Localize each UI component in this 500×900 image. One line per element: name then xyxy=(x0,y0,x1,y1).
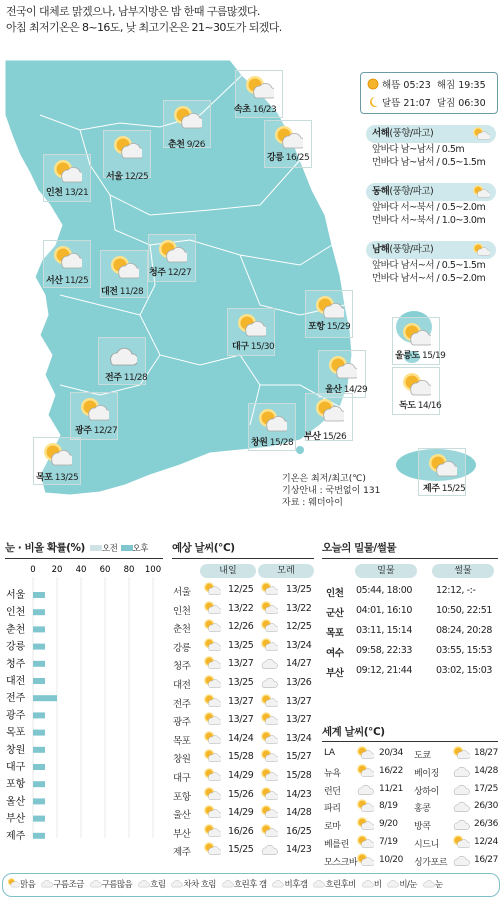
forecast-tomorrow-temp: 15/26 xyxy=(228,788,254,800)
sun-cloud-icon xyxy=(42,441,72,467)
precip-tick-label: 80 xyxy=(123,565,135,575)
sea-south: 남해(풍향/파고) 앞바다 남서~서 / 0.5~1.5m 먼바다 남서~서 / 0.5~2.0m xyxy=(366,241,496,285)
forecast-title: 예상 날씨(℃) xyxy=(172,542,235,554)
legend-item xyxy=(361,877,382,890)
forecast-col-tomorrow: 내일 xyxy=(200,564,256,578)
city-ulleungdo[interactable]: 울릉도 15/19 xyxy=(392,317,440,365)
headline-line-2: 아침 최저기온은 8~16도, 낮 최고기온은 21~30도가 되겠다. xyxy=(6,21,282,34)
precip-tick-label: 20 xyxy=(51,565,63,575)
sun-cloud-icon xyxy=(401,371,431,397)
sea-west: 서해(풍향/파고) 앞바다 남~남서 / 0.5m 먼바다 남~남서 / 0.5~1.5m xyxy=(366,125,496,169)
legend-item xyxy=(170,877,216,890)
tide-col-low: 썰물 xyxy=(432,564,494,578)
weather-icon xyxy=(452,852,470,871)
tide-high-times: 05:44, 18:00 xyxy=(356,585,412,596)
forecast-dayafter-temp: 13/26 xyxy=(286,677,312,688)
world-temp: 26/36 xyxy=(474,819,498,830)
precip-chart xyxy=(0,560,165,870)
sun-moon-box: 해뜸 05:23 해짐 19:35 달뜸 21:07 달짐 06:30 xyxy=(360,72,498,114)
city-mokpo[interactable]: 목포 13/25 xyxy=(33,437,81,485)
sun-cloud-icon xyxy=(257,407,287,433)
sun-cloud-icon xyxy=(260,823,278,842)
tide-low-times: 08:24, 20:28 xyxy=(436,625,492,636)
world-temp: 10/20 xyxy=(379,854,403,865)
world-city: 방콕 xyxy=(414,822,431,833)
sun-cloud-icon xyxy=(244,74,274,100)
forecast-city: 청주 xyxy=(173,661,191,673)
precip-city-label: 광주 xyxy=(6,710,26,722)
world-temp: 14/28 xyxy=(474,765,498,776)
precip-city-label: 청주 xyxy=(6,658,26,670)
sun-cloud-icon xyxy=(203,618,221,637)
legend-item xyxy=(137,877,165,890)
sun-cloud-icon xyxy=(203,600,221,619)
forecast-city: 목포 xyxy=(173,735,191,747)
forecast-city: 춘천 xyxy=(173,624,191,636)
precip-city-label: 목포 xyxy=(6,727,26,739)
precip-bar-pm xyxy=(33,678,45,684)
forecast-tomorrow-temp: 13/27 xyxy=(228,695,254,707)
cloud-icon xyxy=(107,341,137,367)
precip-tick-label: 0 xyxy=(30,565,36,575)
forecast-city: 제주 xyxy=(173,847,191,859)
precip-section xyxy=(5,540,163,555)
city-ulsan[interactable]: 울산 14/29 xyxy=(318,350,366,398)
sun-cloud-icon xyxy=(172,104,202,130)
sun-cloud-icon xyxy=(52,158,82,184)
world-city: 런던 xyxy=(324,786,341,797)
sun-icon xyxy=(367,78,379,90)
forecast-dayafter-temp: 14/27 xyxy=(286,658,312,670)
precip-city-label: 부산 xyxy=(6,813,26,825)
sun-cloud-icon xyxy=(314,294,344,320)
forecast-dayafter-temp: 15/28 xyxy=(286,770,312,781)
weather-icon xyxy=(356,745,374,764)
tide-place: 군산 xyxy=(326,608,344,619)
sun-cloud-icon xyxy=(79,396,109,422)
city-dokdo[interactable]: 독도 14/16 xyxy=(392,367,440,415)
tide-place: 인천 xyxy=(326,588,344,599)
sun-cloud-icon xyxy=(314,397,344,423)
legend-item xyxy=(386,877,417,890)
sun-cloud-icon xyxy=(472,242,490,258)
world-city: 상하이 xyxy=(414,786,439,797)
weather-icon xyxy=(356,816,374,835)
sun-cloud-icon xyxy=(236,312,266,338)
sun-cloud-icon xyxy=(203,786,221,805)
precip-city-label: 대전 xyxy=(6,676,26,687)
legend-label: 구름조금 xyxy=(53,880,84,890)
headline xyxy=(6,4,282,36)
world-temp: 16/27 xyxy=(474,854,498,865)
forecast-tomorrow-temp: 12/25 xyxy=(228,584,254,595)
tide-place: 여수 xyxy=(326,648,344,659)
city-gwangju[interactable]: 광주 12/27 xyxy=(70,392,118,440)
weather-icon xyxy=(452,763,470,782)
precip-bar-pm xyxy=(33,626,45,632)
world-city: LA xyxy=(324,748,335,758)
moon-icon xyxy=(367,96,379,108)
tide-high-times: 03:11, 15:14 xyxy=(356,625,412,636)
forecast-dayafter-temp: 13/24 xyxy=(286,732,312,744)
precip-bar-pm xyxy=(33,747,45,753)
legend-item xyxy=(89,877,132,890)
weather-icon xyxy=(356,798,374,817)
tide-high-times: 09:58, 22:33 xyxy=(356,645,412,656)
forecast-tomorrow-temp: 14/29 xyxy=(228,770,254,781)
forecast-tomorrow-temp: 14/24 xyxy=(228,732,254,744)
forecast-dayafter-temp: 13/24 xyxy=(286,639,312,651)
forecast-dayafter-temp: 12/25 xyxy=(286,621,312,633)
precip-tick-label: 40 xyxy=(75,565,87,575)
tide-low-times: 10:50, 22:51 xyxy=(436,605,492,616)
sun-cloud-icon xyxy=(109,254,139,280)
world-city: 모스크바 xyxy=(324,857,358,868)
precip-bar-pm xyxy=(33,695,57,701)
world-city: 도쿄 xyxy=(414,751,431,761)
forecast-dayafter-temp: 14/28 xyxy=(286,807,312,819)
precip-city-label: 전주 xyxy=(6,693,26,705)
map-note: 기온은 최저/최고(℃) 기상안내 : 국번없이 131 자료 : 웨더아이 xyxy=(282,474,381,508)
world-temp: 12/24 xyxy=(474,837,498,847)
legend-label: 흐린후 갬 xyxy=(233,880,267,890)
sun-cloud-icon xyxy=(157,238,187,264)
forecast-dayafter-temp: 15/27 xyxy=(286,751,312,763)
sun-cloud-icon xyxy=(203,841,221,860)
sun-cloud-icon xyxy=(112,134,142,160)
forecast-dayafter-temp: 13/22 xyxy=(286,602,312,614)
sun-cloud-icon xyxy=(427,452,457,478)
world-temp: 11/21 xyxy=(379,783,403,794)
precip-city-label: 서울 xyxy=(6,590,26,601)
forecast-city: 대전 xyxy=(173,680,191,691)
legend-label: 비후갬 xyxy=(284,880,308,890)
sun-cloud-icon xyxy=(203,581,221,600)
weather-icon xyxy=(452,798,470,817)
forecast-dayafter-temp: 13/25 xyxy=(286,584,312,595)
precip-city-label: 강릉 xyxy=(6,641,26,653)
cloud-icon xyxy=(260,841,278,860)
precip-city-label: 대구 xyxy=(6,762,26,773)
world-city: 베를린 xyxy=(324,840,349,850)
precip-bar-pm xyxy=(33,833,45,839)
precip-tick-label: 60 xyxy=(99,565,111,575)
legend-label: 맑음 xyxy=(20,880,36,890)
precip-city-label: 창원 xyxy=(6,744,26,756)
sun-cloud-icon xyxy=(260,767,278,786)
sun-cloud-icon xyxy=(260,618,278,637)
cloud-icon xyxy=(260,674,278,693)
sun-cloud-icon xyxy=(203,711,221,730)
forecast-tomorrow-temp: 16/26 xyxy=(228,825,254,837)
tide-high-times: 09:12, 21:44 xyxy=(356,665,412,676)
forecast-city: 광주 xyxy=(173,717,191,729)
weather-icon xyxy=(452,745,470,764)
city-jeonju[interactable]: 전주 11/28 xyxy=(98,337,146,385)
forecast-city: 포항 xyxy=(173,791,191,803)
precip-bar-pm xyxy=(33,764,45,770)
weather-icon xyxy=(452,834,470,853)
legend-item xyxy=(422,877,443,890)
forecast-tomorrow-temp: 13/25 xyxy=(228,639,254,651)
legend-pm: 오후 xyxy=(132,544,148,554)
precip-bar-pm xyxy=(33,798,45,804)
precip-bar-pm xyxy=(33,609,45,615)
world-city: 시드니 xyxy=(414,840,439,850)
sun-cloud-icon xyxy=(472,126,490,142)
city-incheon[interactable]: 인천 13/21 xyxy=(43,154,91,202)
sun-cloud-icon xyxy=(260,804,278,823)
headline-line-1: 전국이 대체로 맑겠으나, 남부지방은 밤 한때 구름많겠다. xyxy=(6,5,260,18)
sun-cloud-icon xyxy=(203,637,221,656)
forecast-city: 대구 xyxy=(173,773,191,784)
precip-bar-pm xyxy=(33,816,45,822)
precip-city-label: 포항 xyxy=(6,779,26,791)
legend-label: 눈 xyxy=(434,880,443,890)
tide-low-times: 03:55, 15:53 xyxy=(436,645,492,656)
world-temp: 9/20 xyxy=(379,819,398,830)
sun-cloud-icon xyxy=(203,730,221,749)
sun-cloud-icon xyxy=(472,184,490,200)
world-temp: 20/34 xyxy=(379,748,403,758)
legend-label: 비 xyxy=(373,880,382,890)
sun-cloud-icon xyxy=(260,711,278,730)
forecast-city: 창원 xyxy=(173,754,191,766)
precip-city-label: 제주 xyxy=(6,830,26,842)
tide-high-times: 04:01, 16:10 xyxy=(356,605,412,616)
precip-title: 눈 · 비올 확률(%) xyxy=(5,542,85,554)
forecast-tomorrow-temp: 13/22 xyxy=(228,602,254,614)
city-seosan[interactable]: 서산 11/25 xyxy=(43,240,91,288)
world-temp: 16/22 xyxy=(379,765,403,776)
city-gangneung[interactable]: 강릉 16/25 xyxy=(264,120,312,168)
forecast-dayafter-temp: 16/25 xyxy=(286,825,312,837)
precip-city-label: 울산 xyxy=(6,796,26,808)
forecast-dayafter-temp: 14/23 xyxy=(286,788,312,800)
city-chuncheon[interactable]: 춘천 9/26 xyxy=(163,100,211,148)
sun-cloud-icon xyxy=(203,674,221,693)
forecast-tomorrow-temp: 12/26 xyxy=(228,621,254,633)
tide-title: 오늘의 밀물/썰물 xyxy=(322,542,396,554)
weather-icon xyxy=(356,834,374,853)
sun-cloud-icon xyxy=(260,730,278,749)
city-daejeon[interactable]: 대전 11/28 xyxy=(100,250,148,298)
sun-cloud-icon xyxy=(203,767,221,786)
cloud-icon xyxy=(260,655,278,674)
world-temp: 8/19 xyxy=(379,801,398,812)
forecast-tomorrow-temp: 14/29 xyxy=(228,807,254,819)
forecast-tomorrow-temp: 15/25 xyxy=(228,844,254,856)
legend-label: 흐림 xyxy=(150,880,166,890)
sun-cloud-icon xyxy=(260,581,278,600)
weather-legend xyxy=(2,873,500,897)
city-cheongju[interactable]: 청주 12/27 xyxy=(148,234,196,282)
forecast-dayafter-temp: 13/27 xyxy=(286,695,312,707)
tide-low-times: 12:12, -:- xyxy=(436,585,476,596)
tide-place: 목포 xyxy=(326,628,344,639)
legend-item xyxy=(221,877,267,890)
legend-item xyxy=(271,877,307,890)
sun-cloud-icon xyxy=(203,823,221,842)
sun-cloud-icon xyxy=(203,693,221,712)
world-temp: 17/25 xyxy=(474,783,498,794)
precip-bar-pm xyxy=(33,712,45,718)
sun-cloud-icon xyxy=(260,637,278,656)
city-daegu[interactable]: 대구 15/30 xyxy=(227,308,275,356)
world-temp: 18/27 xyxy=(474,748,498,758)
sea-east: 동해(풍향/파고) 앞바다 서~북서 / 0.5~2.0m 먼바다 서~북서 / 1.0~3.0m xyxy=(366,183,496,227)
tide-place: 부산 xyxy=(326,668,344,679)
city-sokcho[interactable]: 속초 16/23 xyxy=(235,70,283,118)
sun-cloud-icon xyxy=(203,655,221,674)
legend-label: 차차 흐림 xyxy=(183,880,216,890)
city-busan[interactable]: 부산 15/26 xyxy=(305,393,353,441)
sun-cloud-icon xyxy=(401,321,431,347)
precip-bar-pm xyxy=(33,781,45,787)
city-changwon[interactable]: 창원 15/28 xyxy=(248,403,296,451)
world-city: 로마 xyxy=(324,822,341,833)
legend-label: 흐린후비 xyxy=(325,880,356,890)
forecast-city: 강릉 xyxy=(173,642,191,654)
legend-item xyxy=(7,877,35,890)
sun-cloud-icon xyxy=(273,124,303,150)
precip-tick-label: 100 xyxy=(144,565,162,575)
tide-col-high: 밀물 xyxy=(355,564,417,578)
sun-cloud-icon xyxy=(52,244,82,270)
forecast-city: 전주 xyxy=(173,698,191,710)
forecast-city: 인천 xyxy=(173,605,191,617)
weather-icon xyxy=(356,852,374,871)
city-pohang[interactable]: 포항 15/29 xyxy=(305,290,353,338)
weather-icon xyxy=(452,781,470,800)
world-title: 세계 날씨(℃) xyxy=(322,726,385,738)
precip-bar-pm xyxy=(33,661,45,667)
city-seoul[interactable]: 서울 12/25 xyxy=(103,130,151,178)
forecast-tomorrow-temp: 15/28 xyxy=(228,751,254,763)
world-city: 파리 xyxy=(324,804,341,815)
world-city: 홍콩 xyxy=(414,804,431,815)
weather-icon xyxy=(452,816,470,835)
weather-icon xyxy=(356,763,374,782)
precip-bar-pm xyxy=(33,644,45,650)
sun-cloud-icon xyxy=(203,748,221,767)
forecast-tomorrow-temp: 13/27 xyxy=(228,658,254,670)
legend-item xyxy=(40,877,83,890)
world-temp: 26/30 xyxy=(474,801,498,812)
world-city: 싱가포르 xyxy=(414,857,448,868)
sun-cloud-icon xyxy=(203,804,221,823)
precip-city-label: 춘천 xyxy=(6,624,26,636)
sun-cloud-icon xyxy=(327,354,357,380)
world-temp: 7/19 xyxy=(379,837,398,847)
legend-label: 비/눈 xyxy=(399,880,417,890)
precip-city-label: 인천 xyxy=(6,607,26,619)
forecast-tomorrow-temp: 13/25 xyxy=(228,677,254,688)
forecast-city: 서울 xyxy=(173,587,191,598)
sun-cloud-icon xyxy=(260,786,278,805)
weather-icon xyxy=(356,781,374,800)
legend-am: 오전 xyxy=(101,544,118,554)
tide-low-times: 03:02, 15:03 xyxy=(436,665,492,676)
precip-bar-pm xyxy=(33,730,45,736)
sun-cloud-icon xyxy=(260,748,278,767)
forecast-col-dayafter: 모레 xyxy=(258,564,314,578)
precip-bar-pm xyxy=(33,592,45,598)
legend-label: 구름많음 xyxy=(101,880,133,890)
sun-cloud-icon xyxy=(260,600,278,619)
forecast-tomorrow-temp: 13/27 xyxy=(228,714,254,726)
forecast-dayafter-temp: 13/27 xyxy=(286,714,312,726)
forecast-dayafter-temp: 14/23 xyxy=(286,844,312,856)
legend-item xyxy=(312,877,355,890)
sun-cloud-icon xyxy=(260,693,278,712)
forecast-city: 울산 xyxy=(173,810,191,822)
world-city: 베이징 xyxy=(414,768,439,779)
city-jeju[interactable]: 제주 15/25 xyxy=(418,448,466,496)
world-city: 뉴욕 xyxy=(324,768,341,779)
forecast-city: 부산 xyxy=(173,828,191,840)
